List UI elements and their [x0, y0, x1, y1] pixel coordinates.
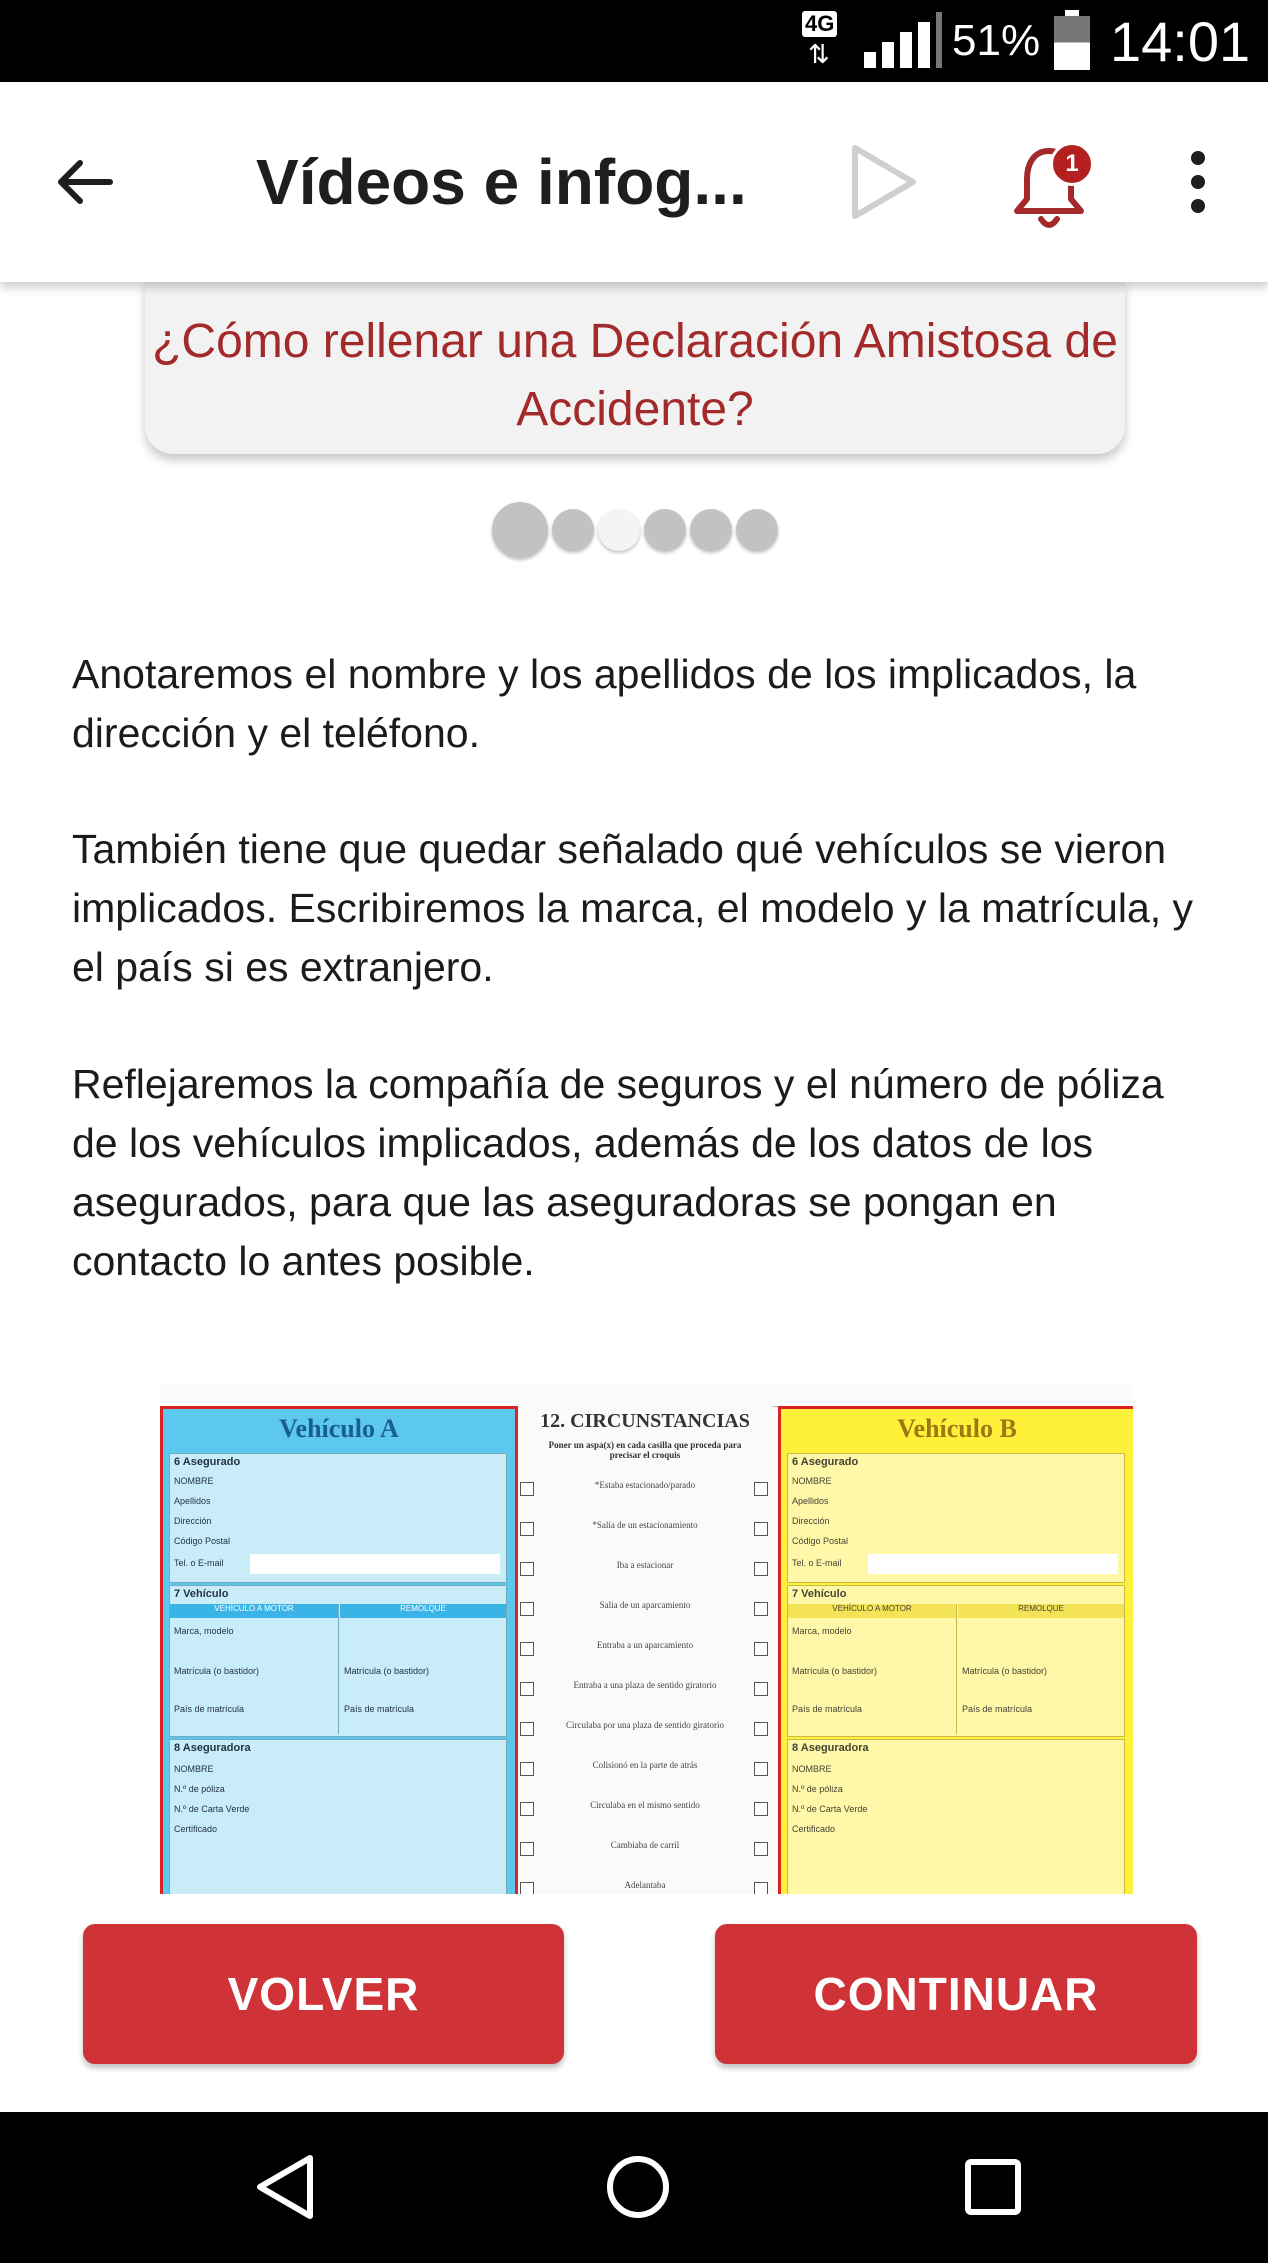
accident-report-form-image	[160, 1384, 1133, 1894]
form-column-header: REMOLQUE	[958, 1604, 1124, 1618]
checkbox-a	[520, 1682, 534, 1696]
vehicle-b-section-7: 7 Vehículo	[792, 1588, 847, 1600]
checkbox-a	[520, 1482, 534, 1496]
continue-button[interactable]	[715, 1924, 1197, 2064]
form-field-label: Matrícula (o bastidor)	[344, 1666, 430, 1676]
form-field-label: País de matrícula	[792, 1704, 863, 1714]
circumstance-row	[518, 1600, 772, 1630]
vehicle-a-insured	[169, 1453, 507, 1583]
checkbox-b	[754, 1562, 768, 1576]
circumstance-row	[518, 1480, 772, 1510]
checkbox-a	[520, 1882, 534, 1894]
nav-home-button[interactable]	[593, 2142, 683, 2232]
vehicle-b-insurer	[787, 1739, 1125, 1894]
form-divider	[338, 1604, 339, 1734]
back-arrow-button[interactable]	[44, 142, 124, 222]
form-input-box	[250, 1554, 500, 1574]
vehicle-b-section-6: 6 Asegurado	[792, 1456, 859, 1468]
notification-badge	[1050, 142, 1094, 186]
form-field-label: Matrícula (o bastidor)	[962, 1666, 1048, 1676]
network-indicator	[802, 0, 852, 82]
vehicle-a-vehicle	[169, 1585, 507, 1737]
back-button[interactable]	[83, 1924, 564, 2064]
checkbox-a	[520, 1642, 534, 1656]
signal-strength-icon	[862, 0, 944, 82]
form-field-label: NOMBRE	[174, 1764, 214, 1774]
checkbox-a	[520, 1602, 534, 1616]
pagination-dot[interactable]	[552, 509, 594, 551]
circumstance-row	[518, 1880, 772, 1894]
nav-recents-icon	[963, 2157, 1023, 2217]
form-field-label: N.º de Carta Verde	[792, 1804, 868, 1814]
pagination-dot[interactable]	[644, 509, 686, 551]
circumstance-label: Circulaba por una plaza de sentido giratorio	[566, 1720, 724, 1730]
circumstance-label: Iba a estacionar	[616, 1560, 674, 1570]
banner-title: ¿Cómo rellenar una Declaración Amistosa de Accidente?	[152, 315, 1118, 436]
vehicle-b-insured	[787, 1453, 1125, 1583]
vehicle-b-title: Vehículo B	[897, 1414, 1017, 1443]
pagination-dots	[492, 500, 792, 560]
checkbox-a	[520, 1722, 534, 1736]
form-field-label: NOMBRE	[174, 1476, 214, 1486]
checkbox-a	[520, 1802, 534, 1816]
form-field-label: Apellidos	[174, 1496, 211, 1506]
clock: 14:01	[1110, 9, 1251, 73]
checkbox-b	[754, 1722, 768, 1736]
form-column-header: VEHÍCULO A MOTOR	[170, 1604, 338, 1618]
play-icon	[847, 142, 919, 222]
form-field-label: NOMBRE	[792, 1764, 832, 1774]
circumstance-label: Entraba a un aparcamiento	[596, 1640, 694, 1650]
continue-button-label: CONTINUAR	[813, 1968, 1099, 2020]
form-field-label: País de matrícula	[962, 1704, 1033, 1714]
vehicle-a-column	[160, 1406, 518, 1894]
circumstance-label: Entraba a una plaza de sentido giratorio	[573, 1680, 717, 1690]
checkbox-b	[754, 1762, 768, 1776]
checkbox-b	[754, 1682, 768, 1696]
form-field-label: Matrícula (o bastidor)	[174, 1666, 260, 1676]
circumstance-row	[518, 1720, 772, 1750]
form-field-label: Código Postal	[792, 1536, 849, 1546]
vehicle-a-section-6: 6 Asegurado	[174, 1456, 241, 1468]
circumstance-label: *Estaba estacionado/parado	[594, 1480, 696, 1490]
vehicle-b-vehicle	[787, 1585, 1125, 1737]
checkbox-b	[754, 1882, 768, 1894]
content-paragraph: Anotaremos el nombre y los apellidos de los implicados, la dirección y el teléfono.	[72, 651, 1137, 756]
status-bar	[0, 0, 1268, 82]
circumstance-row	[518, 1760, 772, 1790]
checkbox-b	[754, 1482, 768, 1496]
form-field-label: NOMBRE	[792, 1476, 832, 1486]
back-arrow-icon	[52, 150, 116, 214]
circumstances-subtitle: Poner un aspa(x) en cada casilla que proceda para precisar el croquis	[548, 1440, 742, 1460]
network-type: 4G	[802, 11, 837, 37]
checkbox-b	[754, 1842, 768, 1856]
battery-percent: 51%	[952, 16, 1041, 65]
infographic-title-banner	[145, 282, 1125, 454]
checkbox-b	[754, 1522, 768, 1536]
battery-icon	[1052, 0, 1092, 82]
content-paragraph: También tiene que quedar señalado qué vehículos se vieron implicados. Escribiremos la marca, el modelo y la matrícula, y el país si es extranjero.	[72, 826, 1194, 990]
circumstance-label: *Salía de un estacionamiento	[592, 1520, 698, 1530]
form-field-label: Apellidos	[792, 1496, 829, 1506]
app-bar	[0, 82, 1268, 282]
circumstance-row	[518, 1520, 772, 1550]
form-field-label: País de matrícula	[344, 1704, 415, 1714]
circumstances-title: 12. CIRCUNSTANCIAS	[540, 1410, 750, 1432]
pagination-dot[interactable]	[736, 509, 778, 551]
more-vert-icon	[1190, 150, 1206, 214]
vehicle-a-title: Vehículo A	[279, 1414, 399, 1443]
nav-back-icon	[252, 2152, 318, 2222]
notification-count: 1	[1065, 150, 1079, 177]
form-field-label: Dirección	[792, 1516, 830, 1526]
notifications-button[interactable]	[1002, 132, 1112, 242]
nav-home-icon	[605, 2154, 671, 2220]
form-field-label: Certificado	[174, 1824, 218, 1834]
form-field-label: Marca, modelo	[792, 1626, 852, 1636]
form-field-label: N.º de póliza	[792, 1784, 843, 1794]
checkbox-a	[520, 1562, 534, 1576]
vehicle-b-column	[778, 1406, 1133, 1894]
circumstances-column	[518, 1406, 772, 1894]
form-field-label: Código Postal	[174, 1536, 231, 1546]
circumstance-label: Salía de un aparcamiento	[599, 1600, 691, 1610]
circumstance-row	[518, 1640, 772, 1670]
vehicle-b-section-8: 8 Aseguradora	[792, 1742, 869, 1754]
form-column-header: REMOLQUE	[340, 1604, 506, 1618]
form-field-label: País de matrícula	[174, 1704, 245, 1714]
page-title: Vídeos e infog...	[256, 146, 747, 218]
vehicle-a-section-7: 7 Vehículo	[174, 1588, 229, 1600]
checkbox-a	[520, 1522, 534, 1536]
form-field-label: N.º de Carta Verde	[174, 1804, 250, 1814]
circumstance-label: Cambiaba de carril	[610, 1840, 680, 1850]
form-field-label: Tel. o E-mail	[792, 1558, 842, 1568]
play-video-button[interactable]	[838, 137, 928, 227]
data-transfer-icon: ⇅	[808, 39, 830, 69]
nav-back-button[interactable]	[240, 2142, 330, 2232]
circumstance-row	[518, 1680, 772, 1710]
content-paragraph: Reflejaremos la compañía de seguros y el número de póliza de los vehículos implicados, además de los datos de los asegurados, para que las aseguradoras se pongan en contacto lo antes posible.	[72, 1061, 1164, 1284]
checkbox-a	[520, 1762, 534, 1776]
form-field-label: Dirección	[174, 1516, 212, 1526]
vehicle-a-insurer	[169, 1739, 507, 1894]
back-button-label: VOLVER	[227, 1968, 420, 2020]
form-input-box	[868, 1554, 1118, 1574]
pagination-dot[interactable]	[598, 509, 640, 551]
circumstance-row	[518, 1840, 772, 1870]
form-field-label: Certificado	[792, 1824, 836, 1834]
form-divider	[956, 1604, 957, 1734]
pagination-dot[interactable]	[492, 502, 548, 558]
form-field-label: Matrícula (o bastidor)	[792, 1666, 878, 1676]
pagination-dot[interactable]	[690, 509, 732, 551]
checkbox-b	[754, 1642, 768, 1656]
form-field-label: N.º de póliza	[174, 1784, 225, 1794]
form-top-strip	[160, 1384, 1133, 1407]
vehicle-a-section-8: 8 Aseguradora	[174, 1742, 251, 1754]
circumstance-label: Circulaba en el mismo sentido	[590, 1800, 700, 1810]
circumstance-row	[518, 1560, 772, 1590]
checkbox-b	[754, 1602, 768, 1616]
circumstance-label: Colisionó en la parte de atrás	[592, 1760, 698, 1770]
form-column-header: VEHÍCULO A MOTOR	[788, 1604, 956, 1618]
form-field-label: Tel. o E-mail	[174, 1558, 224, 1568]
checkbox-a	[520, 1842, 534, 1856]
overflow-menu-button[interactable]	[1168, 137, 1228, 227]
checkbox-b	[754, 1802, 768, 1816]
circumstance-row	[518, 1800, 772, 1830]
nav-recents-button[interactable]	[948, 2142, 1038, 2232]
circumstance-label: Adelantaba	[624, 1880, 666, 1890]
system-navigation-bar	[0, 2112, 1268, 2263]
form-field-label: Marca, modelo	[174, 1626, 234, 1636]
